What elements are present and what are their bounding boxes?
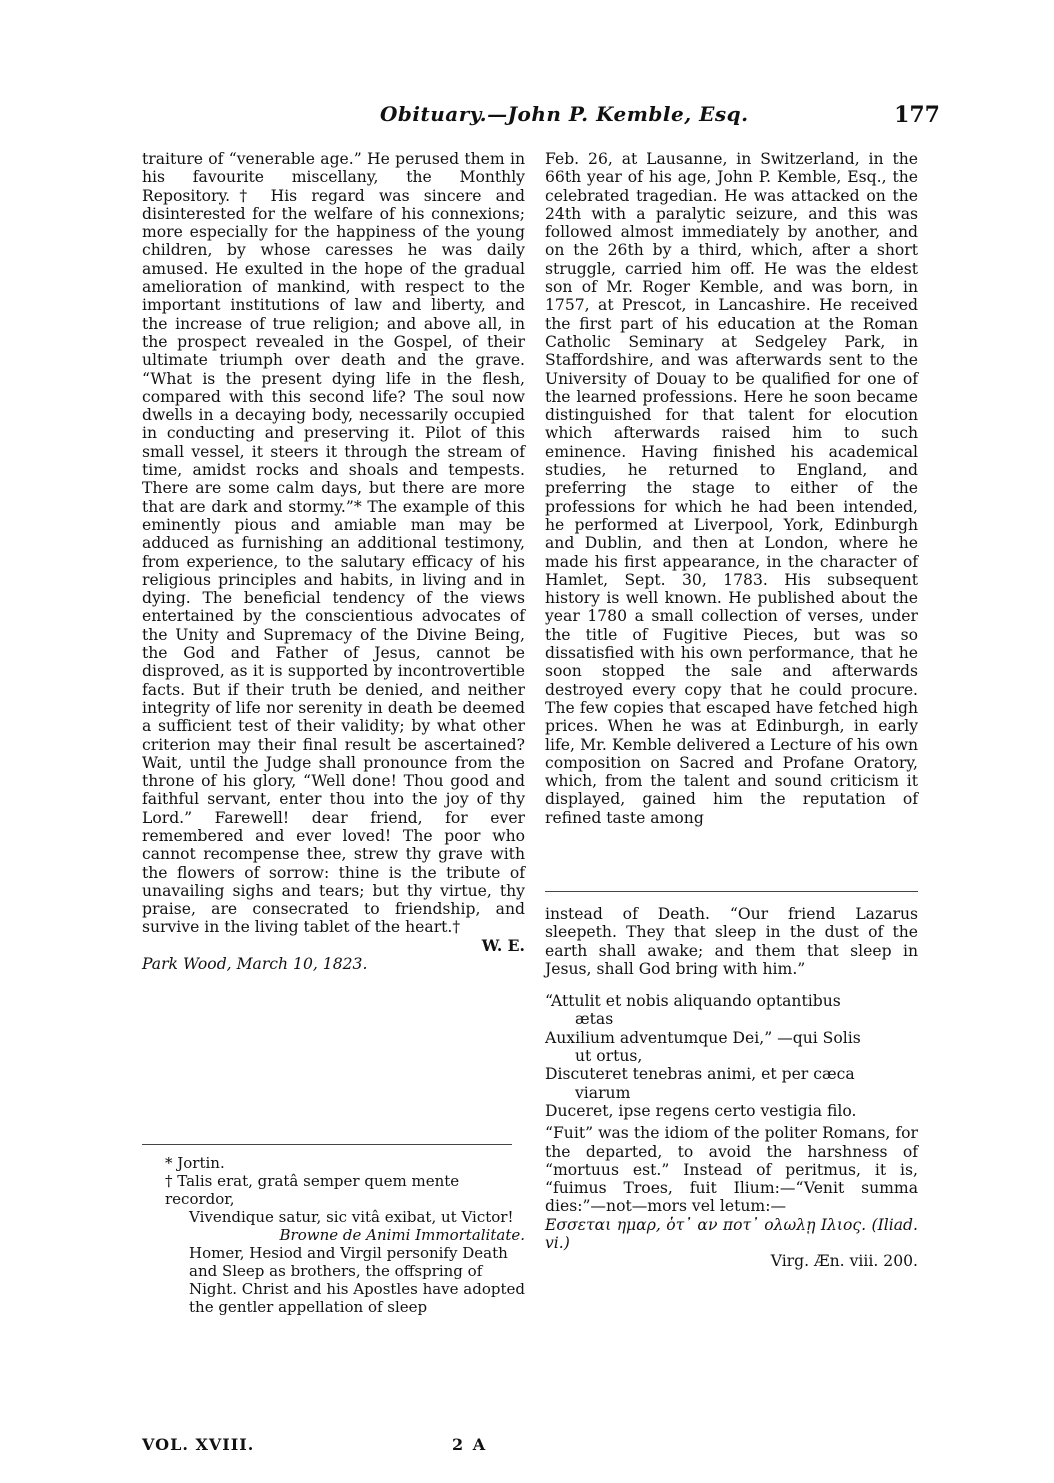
right-column-bottom [545,905,918,1271]
dateline: Park Wood, March 10, 1823. [142,955,368,974]
page-header [140,102,940,132]
left-column-body: traiture of “venerable age.” He perused them in his favourite miscellany, the Monthly Repository.† His regard was sincere and disinterested for the welfare of his connexions; more especially for the happiness of the young children, by whose caresses he was daily amused. He exulted in the hope of the gradual amelioration of mankind, with respect to the important institutions of law and liberty, and the increase of true religion; and above all, in the prospect revealed in the Gospel, of their ultimate triumph over death and the grave. “What is the present dying life in the flesh, compared with this second life? The soul now dwells in a decaying body, necessarily occupied in conducting and preserving it. Pilot of this small vessel, it steers it through the stream of time, amidst rocks and shoals and tempests. There are some calm days, but there are more that are dark and stormy.”* The example of this eminently pious and amiable man may be adduced as furnishing an additional testimony, from experience, to the salutary efficacy of his religious principles and habits, in living and in dying. The beneficial tendency of the views entertained by the conscientious advocates of the Unity and Supremacy of the Divine Being, the God and Father of Jesus, cannot be disproved, as it is supported by incontrovertible facts. But if their truth be denied, and neither integrity of life nor serenity in death be deemed a sufficient test of their validity; by what other criterion may their final result be ascertained? Wait, until the Judge shall pronounce from the throne of his glory, “Well done! Thou good and faithful servant, enter thou into the joy of thy Lord.” Farewell! dear friend, for ever remembered and ever loved! The poor who cannot recompense thee, strew thy grave with the flowers of sorrow: thine is the tribute of unavailing sighs and tears; but thy virtue, thy praise, are consecrated to friendship, and survive in the living tablet of the heart.† [142,150,525,937]
greek-quotation [545,1216,918,1253]
greek-line: Εσσεται ημαρ, ὁτ᾽ αν ποτ᾽ ολωλῃ Ιλιος. [545,1215,867,1234]
column-rule [545,891,918,892]
author-signature: W. E. [481,935,525,955]
printer-signature-mark: 2 A [452,1435,488,1454]
verse-line-3a: Discuteret tenebras animi, et per cæca [545,1065,855,1084]
greek-reference: (Iliad. vi.) [545,1215,919,1253]
running-title: Obituary.—John P. Kemble, Esq. [380,102,749,126]
footnote-2-line-1: † Talis erat, gratâ semper quem mente recordor, [165,1172,460,1208]
continued-footnote: instead of Death. “Our friend Lazarus sleepeth. They that sleep in the dust of the earth shall awake; and them that sleep in Jesus, shall God bring with him.” [545,905,918,978]
right-column-top [545,150,918,827]
obituary-kemble: Feb. 26, at Lausanne, in Switzerland, in the 66th year of his age, John P. Kemble, Esq., the celebrated tragedian. He was attacked on the 24th with a paralytic seizure, and this was followed almost immediately by another, and on the 26th by a third, which, after a short struggle, carried him off. He was the eldest son of Mr. Roger Kemble, and was born, in 1757, at Prescot, in Lancashire. He received the first part of his education at the Roman Catholic Seminary at Sedgeley Park, in Staffordshire, and was afterwards sent to the University of Douay to be qualified for one of the learned professions. Here he soon became distinguished for that talent for elocution which afterwards raised him to such eminence. Having finished his academical studies, he returned to England, and preferring the stage to either of the professions for which he had been intended, he performed at Liverpool, York, Edinburgh and Dublin, and then at London, where he made his first appearance, in the character of Hamlet, Sept. 30, 1783. His subsequent history is well known. He published about the year 1780 a small collection of verses, under the title of Fugitive Pieces, but was so dissatisfied with his own performance, that he soon stopped the sale and afterwards destroyed every copy that he could procure. The few copies that escaped have fetched high prices. When he was at Edinburgh, in early life, Mr. Kemble delivered a Lecture of his own composition on Sacred and Profane Oratory, which, from the talent and sound criticism it displayed, gained him the reputation of refined taste among [545,150,918,827]
virgil-reference: Virg. Æn. viii. 200. [770,1252,918,1271]
footnote-1: * Jortin. [165,1154,225,1172]
footnote-3: Homer, Hesiod and Virgil personify Death and Sleep as brothers, the offspring of Night. Christ and his Apostles have adopted the gentler appellation of sleep [189,1244,525,1316]
footnotes [165,1154,525,1316]
footnote-2-line-2: Vivendique satur, sic vitâ exibat, ut Victor! [189,1208,514,1226]
verse-line-2b: ut ortus, [575,1047,643,1066]
footnote-2-attribution: Browne de Animi Immortalitate. [279,1226,525,1244]
footnote-rule [142,1144,512,1145]
left-column [142,150,525,973]
verse-line-1b: ætas [575,1010,614,1029]
idiom-note: “Fuit” was the idiom of the politer Romans, for the departed, to avoid the harshness of “mortuus est.” Instead of peritmus, it is, “fuimus Troes, fuit Ilium:—“Venit summa dies:”—not—mors vel letum:— [545,1124,918,1216]
verse-line-2a: Auxilium adventumque Dei,” —qui Solis [545,1028,861,1047]
volume-number: VOL. XVIII. [142,1435,255,1454]
page-number: 177 [894,102,940,128]
verse-line-1a: “Attulit et nobis aliquando optantibus [545,992,841,1011]
verse-line-3b: viarum [575,1083,631,1102]
verse-line-4: Duceret, ipse regens certo vestigia filo. [545,1101,857,1120]
latin-verse [545,992,918,1120]
